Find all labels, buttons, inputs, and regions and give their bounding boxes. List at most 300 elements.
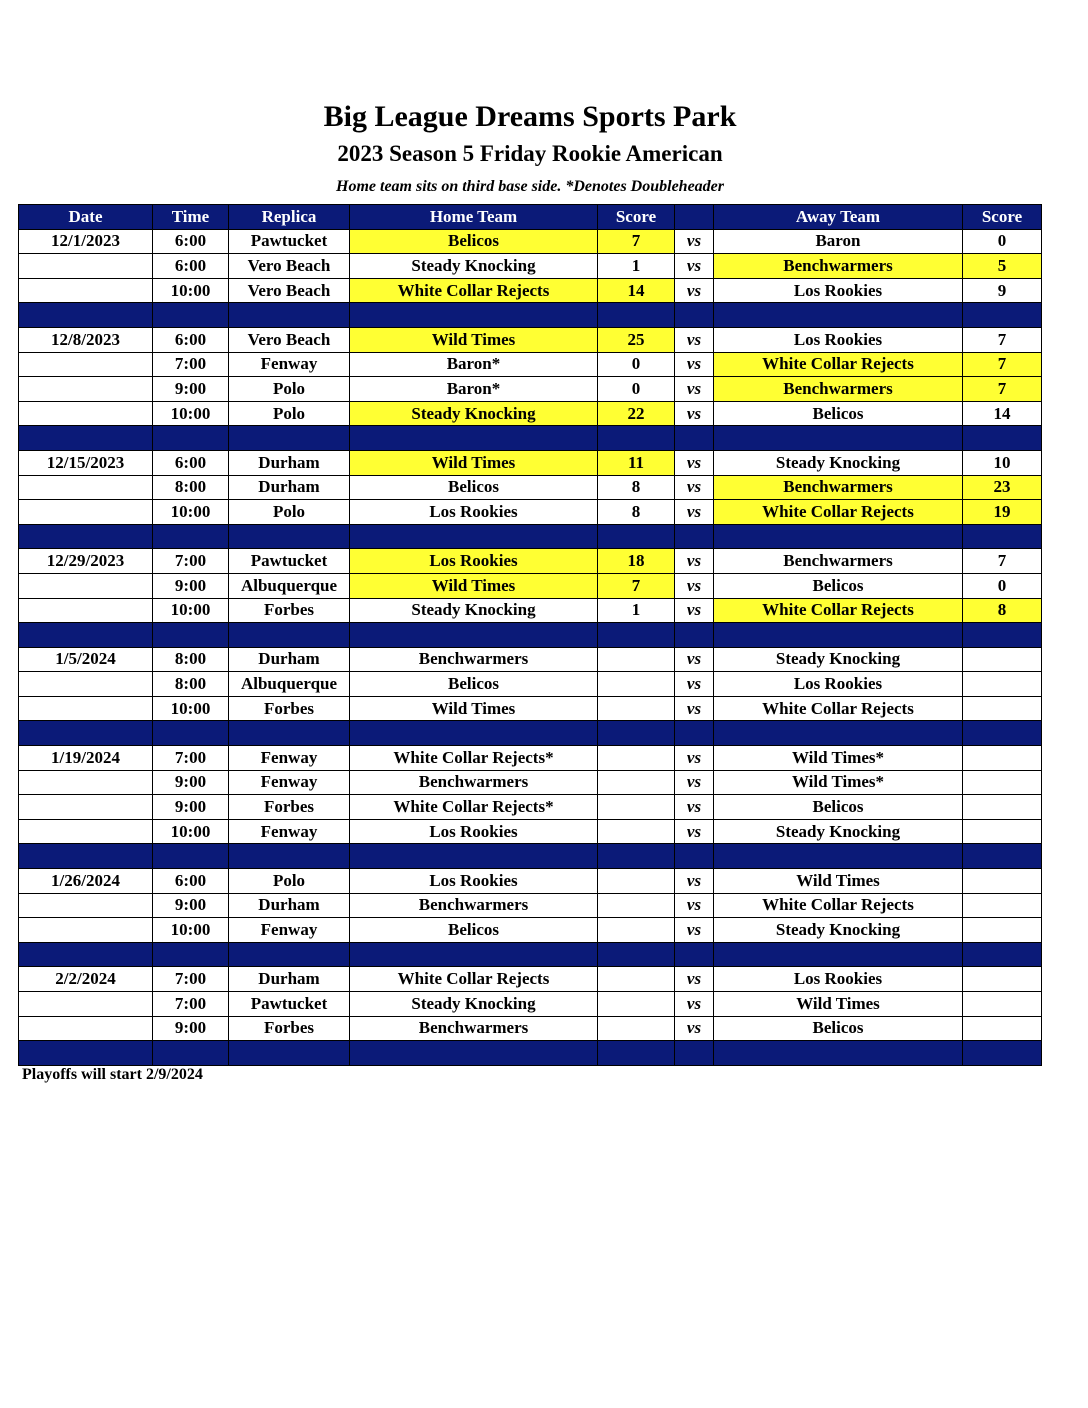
vs-cell: vs xyxy=(675,278,714,303)
replica-cell: Pawtucket xyxy=(229,549,350,574)
separator-cell xyxy=(19,942,153,967)
separator-cell xyxy=(229,623,350,648)
vs-cell: vs xyxy=(675,401,714,426)
separator-cell xyxy=(714,524,963,549)
replica-cell: Pawtucket xyxy=(229,229,350,254)
separator-cell xyxy=(675,844,714,869)
away-score-cell xyxy=(963,893,1042,918)
vs-cell: vs xyxy=(675,869,714,894)
away-team-cell: Steady Knocking xyxy=(714,819,963,844)
time-cell: 10:00 xyxy=(153,918,229,943)
vs-cell: vs xyxy=(675,967,714,992)
separator-cell xyxy=(19,426,153,451)
separator-cell xyxy=(598,426,675,451)
home-team-cell: White Collar Rejects* xyxy=(350,746,598,771)
away-score-cell xyxy=(963,1016,1042,1041)
separator-cell xyxy=(153,426,229,451)
column-header-time: Time xyxy=(153,205,229,230)
separator-cell xyxy=(675,623,714,648)
replica-cell: Durham xyxy=(229,475,350,500)
away-score-cell: 23 xyxy=(963,475,1042,500)
date-cell xyxy=(19,819,153,844)
replica-cell: Vero Beach xyxy=(229,254,350,279)
home-score-cell: 14 xyxy=(598,278,675,303)
separator-row xyxy=(19,524,1042,549)
date-cell xyxy=(19,573,153,598)
table-row xyxy=(19,352,1042,377)
away-team-cell: White Collar Rejects xyxy=(714,598,963,623)
away-score-cell: 7 xyxy=(963,327,1042,352)
home-team-cell: Belicos xyxy=(350,672,598,697)
home-team-cell: Benchwarmers xyxy=(350,893,598,918)
vs-cell: vs xyxy=(675,672,714,697)
table-row xyxy=(19,819,1042,844)
separator-cell xyxy=(19,524,153,549)
separator-cell xyxy=(153,942,229,967)
home-score-cell: 18 xyxy=(598,549,675,574)
time-cell: 9:00 xyxy=(153,377,229,402)
table-row xyxy=(19,918,1042,943)
table-row xyxy=(19,278,1042,303)
date-cell xyxy=(19,992,153,1017)
away-score-cell xyxy=(963,869,1042,894)
separator-cell xyxy=(19,844,153,869)
date-cell xyxy=(19,401,153,426)
separator-cell xyxy=(229,721,350,746)
date-cell xyxy=(19,770,153,795)
away-score-cell: 0 xyxy=(963,229,1042,254)
away-score-cell: 0 xyxy=(963,573,1042,598)
away-score-cell xyxy=(963,967,1042,992)
separator-cell xyxy=(598,623,675,648)
away-score-cell: 9 xyxy=(963,278,1042,303)
home-score-cell xyxy=(598,746,675,771)
separator-cell xyxy=(350,623,598,648)
home-score-cell: 0 xyxy=(598,352,675,377)
page-subtitle: 2023 Season 5 Friday Rookie American xyxy=(337,141,723,166)
separator-cell xyxy=(714,844,963,869)
separator-cell xyxy=(675,524,714,549)
separator-cell xyxy=(598,942,675,967)
column-header-date: Date xyxy=(19,205,153,230)
separator-cell xyxy=(153,1041,229,1066)
vs-cell: vs xyxy=(675,819,714,844)
separator-cell xyxy=(598,524,675,549)
replica-cell: Pawtucket xyxy=(229,992,350,1017)
time-cell: 10:00 xyxy=(153,819,229,844)
separator-cell xyxy=(19,623,153,648)
table-row xyxy=(19,254,1042,279)
replica-cell: Polo xyxy=(229,500,350,525)
away-team-cell: Baron xyxy=(714,229,963,254)
separator-cell xyxy=(714,623,963,648)
date-cell: 2/2/2024 xyxy=(19,967,153,992)
time-cell: 10:00 xyxy=(153,278,229,303)
separator-cell xyxy=(714,303,963,328)
home-team-cell: Benchwarmers xyxy=(350,1016,598,1041)
separator-cell xyxy=(229,303,350,328)
away-score-cell: 5 xyxy=(963,254,1042,279)
replica-cell: Fenway xyxy=(229,746,350,771)
column-header-away-score: Score xyxy=(963,205,1042,230)
vs-cell: vs xyxy=(675,992,714,1017)
date-cell: 1/5/2024 xyxy=(19,647,153,672)
away-score-cell xyxy=(963,647,1042,672)
date-cell xyxy=(19,893,153,918)
away-score-cell: 14 xyxy=(963,401,1042,426)
table-row xyxy=(19,647,1042,672)
separator-cell xyxy=(963,524,1042,549)
replica-cell: Durham xyxy=(229,893,350,918)
home-team-cell: Benchwarmers xyxy=(350,770,598,795)
time-cell: 7:00 xyxy=(153,746,229,771)
home-team-cell: White Collar Rejects xyxy=(350,967,598,992)
home-team-cell: Benchwarmers xyxy=(350,647,598,672)
home-score-cell xyxy=(598,819,675,844)
table-row xyxy=(19,500,1042,525)
separator-cell xyxy=(714,426,963,451)
away-team-cell: White Collar Rejects xyxy=(714,696,963,721)
separator-row xyxy=(19,1041,1042,1066)
time-cell: 6:00 xyxy=(153,869,229,894)
date-cell xyxy=(19,377,153,402)
table-row xyxy=(19,229,1042,254)
away-team-cell: Wild Times* xyxy=(714,770,963,795)
replica-cell: Forbes xyxy=(229,1016,350,1041)
separator-cell xyxy=(350,524,598,549)
replica-cell: Albuquerque xyxy=(229,672,350,697)
away-score-cell: 8 xyxy=(963,598,1042,623)
home-team-cell: Belicos xyxy=(350,229,598,254)
time-cell: 6:00 xyxy=(153,254,229,279)
vs-cell: vs xyxy=(675,647,714,672)
home-score-cell xyxy=(598,967,675,992)
date-cell: 12/15/2023 xyxy=(19,450,153,475)
replica-cell: Polo xyxy=(229,869,350,894)
time-cell: 9:00 xyxy=(153,573,229,598)
time-cell: 7:00 xyxy=(153,549,229,574)
home-team-cell: Los Rookies xyxy=(350,549,598,574)
home-score-cell: 1 xyxy=(598,598,675,623)
time-cell: 9:00 xyxy=(153,795,229,820)
time-cell: 7:00 xyxy=(153,967,229,992)
away-team-cell: Benchwarmers xyxy=(714,549,963,574)
replica-cell: Durham xyxy=(229,450,350,475)
home-score-cell: 0 xyxy=(598,377,675,402)
table-row xyxy=(19,795,1042,820)
table-row xyxy=(19,1016,1042,1041)
separator-cell xyxy=(153,524,229,549)
away-team-cell: Benchwarmers xyxy=(714,475,963,500)
home-team-cell: Steady Knocking xyxy=(350,598,598,623)
home-score-cell xyxy=(598,992,675,1017)
home-score-cell: 22 xyxy=(598,401,675,426)
vs-cell: vs xyxy=(675,893,714,918)
table-row xyxy=(19,672,1042,697)
separator-cell xyxy=(229,844,350,869)
time-cell: 6:00 xyxy=(153,327,229,352)
date-cell xyxy=(19,500,153,525)
column-header-home-team: Home Team xyxy=(350,205,598,230)
separator-cell xyxy=(714,721,963,746)
date-cell xyxy=(19,918,153,943)
separator-cell xyxy=(153,303,229,328)
date-cell xyxy=(19,795,153,820)
away-team-cell: White Collar Rejects xyxy=(714,893,963,918)
table-row xyxy=(19,327,1042,352)
home-score-cell: 25 xyxy=(598,327,675,352)
home-score-cell xyxy=(598,1016,675,1041)
home-team-cell: Wild Times xyxy=(350,696,598,721)
date-cell xyxy=(19,475,153,500)
away-score-cell xyxy=(963,746,1042,771)
separator-cell xyxy=(963,1041,1042,1066)
table-row xyxy=(19,893,1042,918)
date-cell xyxy=(19,254,153,279)
table-row xyxy=(19,475,1042,500)
date-cell: 12/8/2023 xyxy=(19,327,153,352)
time-cell: 9:00 xyxy=(153,770,229,795)
time-cell: 6:00 xyxy=(153,450,229,475)
home-score-cell: 1 xyxy=(598,254,675,279)
separator-cell xyxy=(675,303,714,328)
time-cell: 8:00 xyxy=(153,475,229,500)
separator-cell xyxy=(675,426,714,451)
vs-cell: vs xyxy=(675,770,714,795)
home-score-cell xyxy=(598,672,675,697)
separator-cell xyxy=(598,1041,675,1066)
vs-cell: vs xyxy=(675,475,714,500)
time-cell: 10:00 xyxy=(153,598,229,623)
table-row xyxy=(19,598,1042,623)
separator-cell xyxy=(19,1041,153,1066)
date-cell: 12/29/2023 xyxy=(19,549,153,574)
away-team-cell: Belicos xyxy=(714,401,963,426)
separator-cell xyxy=(19,721,153,746)
table-row xyxy=(19,401,1042,426)
separator-cell xyxy=(675,721,714,746)
home-score-cell xyxy=(598,696,675,721)
vs-cell: vs xyxy=(675,352,714,377)
replica-cell: Fenway xyxy=(229,819,350,844)
replica-cell: Vero Beach xyxy=(229,327,350,352)
time-cell: 10:00 xyxy=(153,401,229,426)
vs-cell: vs xyxy=(675,598,714,623)
away-team-cell: Wild Times* xyxy=(714,746,963,771)
away-team-cell: Belicos xyxy=(714,573,963,598)
replica-cell: Forbes xyxy=(229,795,350,820)
away-score-cell: 7 xyxy=(963,377,1042,402)
home-score-cell xyxy=(598,869,675,894)
time-cell: 9:00 xyxy=(153,1016,229,1041)
separator-cell xyxy=(963,303,1042,328)
home-team-cell: Baron* xyxy=(350,377,598,402)
vs-cell: vs xyxy=(675,377,714,402)
replica-cell: Forbes xyxy=(229,696,350,721)
separator-cell xyxy=(598,721,675,746)
time-cell: 6:00 xyxy=(153,229,229,254)
away-team-cell: Los Rookies xyxy=(714,967,963,992)
date-cell xyxy=(19,598,153,623)
vs-cell: vs xyxy=(675,918,714,943)
separator-cell xyxy=(598,303,675,328)
separator-cell xyxy=(350,844,598,869)
replica-cell: Durham xyxy=(229,967,350,992)
column-header-replica: Replica xyxy=(229,205,350,230)
home-team-cell: Los Rookies xyxy=(350,869,598,894)
home-score-cell: 7 xyxy=(598,573,675,598)
vs-cell: vs xyxy=(675,549,714,574)
vs-cell: vs xyxy=(675,696,714,721)
away-score-cell xyxy=(963,992,1042,1017)
home-team-cell: White Collar Rejects xyxy=(350,278,598,303)
replica-cell: Fenway xyxy=(229,918,350,943)
replica-cell: Fenway xyxy=(229,770,350,795)
away-score-cell: 19 xyxy=(963,500,1042,525)
home-score-cell: 11 xyxy=(598,450,675,475)
away-team-cell: Belicos xyxy=(714,795,963,820)
separator-row xyxy=(19,942,1042,967)
time-cell: 8:00 xyxy=(153,647,229,672)
home-team-cell: Wild Times xyxy=(350,450,598,475)
away-team-cell: Steady Knocking xyxy=(714,647,963,672)
replica-cell: Forbes xyxy=(229,598,350,623)
separator-cell xyxy=(714,1041,963,1066)
home-team-cell: Belicos xyxy=(350,475,598,500)
home-team-cell: Baron* xyxy=(350,352,598,377)
schedule-body xyxy=(19,229,1042,1065)
table-row xyxy=(19,549,1042,574)
separator-row xyxy=(19,426,1042,451)
vs-cell: vs xyxy=(675,229,714,254)
away-team-cell: Belicos xyxy=(714,1016,963,1041)
separator-cell xyxy=(19,303,153,328)
separator-cell xyxy=(350,942,598,967)
vs-cell: vs xyxy=(675,327,714,352)
away-score-cell xyxy=(963,696,1042,721)
replica-cell: Polo xyxy=(229,401,350,426)
separator-row xyxy=(19,303,1042,328)
time-cell: 10:00 xyxy=(153,500,229,525)
date-cell: 1/26/2024 xyxy=(19,869,153,894)
separator-cell xyxy=(229,1041,350,1066)
home-team-cell: Wild Times xyxy=(350,327,598,352)
date-cell xyxy=(19,672,153,697)
replica-cell: Fenway xyxy=(229,352,350,377)
footer-note: Playoffs will start 2/9/2024 xyxy=(22,1066,203,1083)
separator-cell xyxy=(675,942,714,967)
table-row xyxy=(19,746,1042,771)
away-score-cell xyxy=(963,672,1042,697)
separator-cell xyxy=(229,426,350,451)
table-row xyxy=(19,450,1042,475)
separator-cell xyxy=(598,844,675,869)
separator-cell xyxy=(350,721,598,746)
table-row xyxy=(19,573,1042,598)
table-row xyxy=(19,696,1042,721)
home-team-cell: Los Rookies xyxy=(350,819,598,844)
separator-cell xyxy=(153,721,229,746)
home-team-cell: Wild Times xyxy=(350,573,598,598)
home-team-cell: Los Rookies xyxy=(350,500,598,525)
table-row xyxy=(19,869,1042,894)
away-team-cell: Steady Knocking xyxy=(714,918,963,943)
separator-cell xyxy=(229,942,350,967)
date-cell xyxy=(19,696,153,721)
away-score-cell xyxy=(963,795,1042,820)
vs-cell: vs xyxy=(675,450,714,475)
separator-cell xyxy=(153,844,229,869)
home-score-cell: 8 xyxy=(598,500,675,525)
vs-cell: vs xyxy=(675,1016,714,1041)
separator-cell xyxy=(963,942,1042,967)
separator-cell xyxy=(963,844,1042,869)
time-cell: 7:00 xyxy=(153,352,229,377)
table-row xyxy=(19,992,1042,1017)
time-cell: 10:00 xyxy=(153,696,229,721)
schedule-table xyxy=(18,204,1042,1066)
vs-cell: vs xyxy=(675,795,714,820)
home-score-cell: 8 xyxy=(598,475,675,500)
separator-cell xyxy=(963,721,1042,746)
header-row xyxy=(19,205,1042,230)
away-score-cell xyxy=(963,819,1042,844)
replica-cell: Polo xyxy=(229,377,350,402)
home-score-cell xyxy=(598,893,675,918)
home-team-cell: Steady Knocking xyxy=(350,401,598,426)
away-score-cell: 10 xyxy=(963,450,1042,475)
time-cell: 8:00 xyxy=(153,672,229,697)
column-header-home-score: Score xyxy=(598,205,675,230)
vs-cell: vs xyxy=(675,573,714,598)
page-note: Home team sits on third base side. *Denotes Doubleheader xyxy=(336,178,724,195)
away-score-cell: 7 xyxy=(963,352,1042,377)
replica-cell: Vero Beach xyxy=(229,278,350,303)
replica-cell: Durham xyxy=(229,647,350,672)
away-team-cell: Los Rookies xyxy=(714,672,963,697)
home-team-cell: White Collar Rejects* xyxy=(350,795,598,820)
date-cell: 1/19/2024 xyxy=(19,746,153,771)
separator-cell xyxy=(153,623,229,648)
away-team-cell: Wild Times xyxy=(714,869,963,894)
page-title: Big League Dreams Sports Park xyxy=(323,100,737,133)
away-team-cell: Steady Knocking xyxy=(714,450,963,475)
separator-cell xyxy=(350,303,598,328)
column-header-vs xyxy=(675,205,714,230)
separator-cell xyxy=(350,1041,598,1066)
table-row xyxy=(19,377,1042,402)
home-team-cell: Steady Knocking xyxy=(350,992,598,1017)
column-header-away-team: Away Team xyxy=(714,205,963,230)
home-team-cell: Belicos xyxy=(350,918,598,943)
home-score-cell xyxy=(598,770,675,795)
home-score-cell: 7 xyxy=(598,229,675,254)
away-team-cell: Wild Times xyxy=(714,992,963,1017)
table-row xyxy=(19,967,1042,992)
replica-cell: Albuquerque xyxy=(229,573,350,598)
home-score-cell xyxy=(598,647,675,672)
date-cell xyxy=(19,278,153,303)
separator-row xyxy=(19,844,1042,869)
away-team-cell: Los Rookies xyxy=(714,278,963,303)
vs-cell: vs xyxy=(675,500,714,525)
time-cell: 7:00 xyxy=(153,992,229,1017)
date-cell xyxy=(19,352,153,377)
home-score-cell xyxy=(598,918,675,943)
separator-cell xyxy=(675,1041,714,1066)
date-cell: 12/1/2023 xyxy=(19,229,153,254)
away-team-cell: White Collar Rejects xyxy=(714,352,963,377)
